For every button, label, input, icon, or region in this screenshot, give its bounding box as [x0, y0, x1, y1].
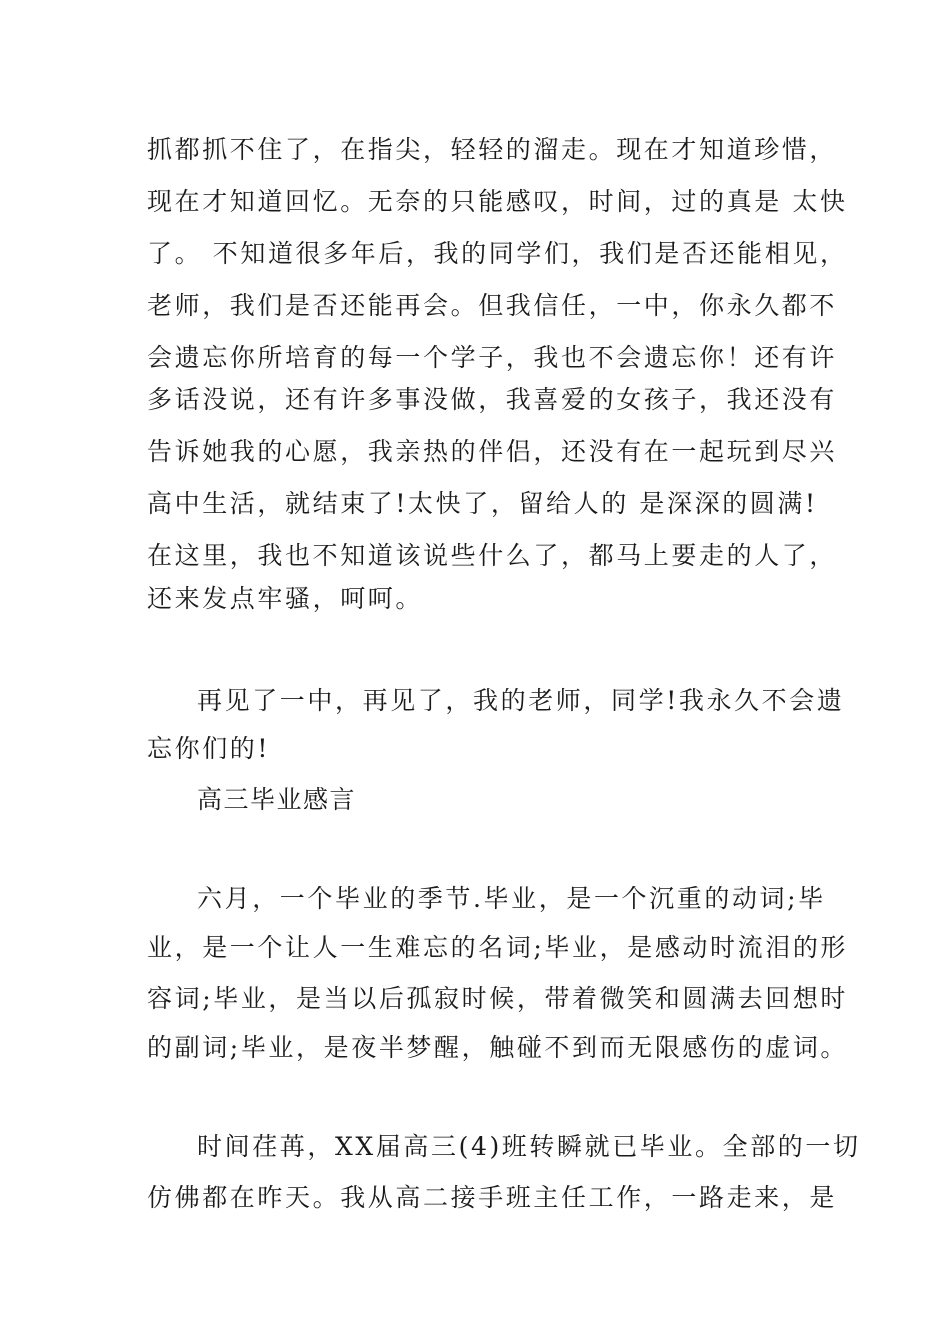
text-line: 现在才知道回忆。无奈的只能感叹，时间，过的真是 太快	[147, 187, 848, 216]
text-line: 再见了一中，再见了，我的老师，同学!我永久不会遗	[197, 686, 845, 715]
text-line: 还来发点牢骚，呵呵。	[147, 584, 424, 613]
text-line: 六月，一个毕业的季节.毕业，是一个沉重的动词;毕	[197, 884, 826, 913]
section-heading: 高三毕业感言	[197, 785, 357, 814]
text-line: 在这里，我也不知道该说些什么了，都马上要走的人了，	[147, 541, 838, 570]
text-line: 会遗忘你所培育的每一个学子，我也不会遗忘你！还有许	[147, 343, 838, 372]
text-line: 时间荏苒，XX届高三(4)班转瞬就已毕业。全部的一切	[197, 1132, 861, 1161]
text-line: 仿佛都在昨天。我从高二接手班主任工作，一路走来，是	[147, 1183, 838, 1212]
text-line: 了。 不知道很多年后，我的同学们，我们是否还能相见，	[147, 239, 848, 268]
text-line: 业，是一个让人一生难忘的名词;毕业，是感动时流泪的形	[147, 933, 849, 962]
text-line: 告诉她我的心愿，我亲热的伴侣，还没有在一起玩到尽兴	[147, 437, 838, 466]
text-line: 多话没说，还有许多事没做，我喜爱的女孩子，我还没有	[147, 385, 838, 414]
text-line: 忘你们的!	[147, 734, 271, 763]
text-line: 容词;毕业，是当以后孤寂时候，带着微笑和圆满去回想时	[147, 984, 849, 1013]
text-line: 的副词;毕业，是夜半梦醒，触碰不到而无限感伤的虚词。	[147, 1033, 849, 1062]
text-line: 老师，我们是否还能再会。但我信任，一中，你永久都不	[147, 291, 838, 320]
text-line: 高中生活，就结束了!太快了，留给人的 是深深的圆满!	[147, 489, 818, 518]
text-line: 抓都抓不住了，在指尖，轻轻的溜走。现在才知道珍惜，	[147, 135, 838, 164]
